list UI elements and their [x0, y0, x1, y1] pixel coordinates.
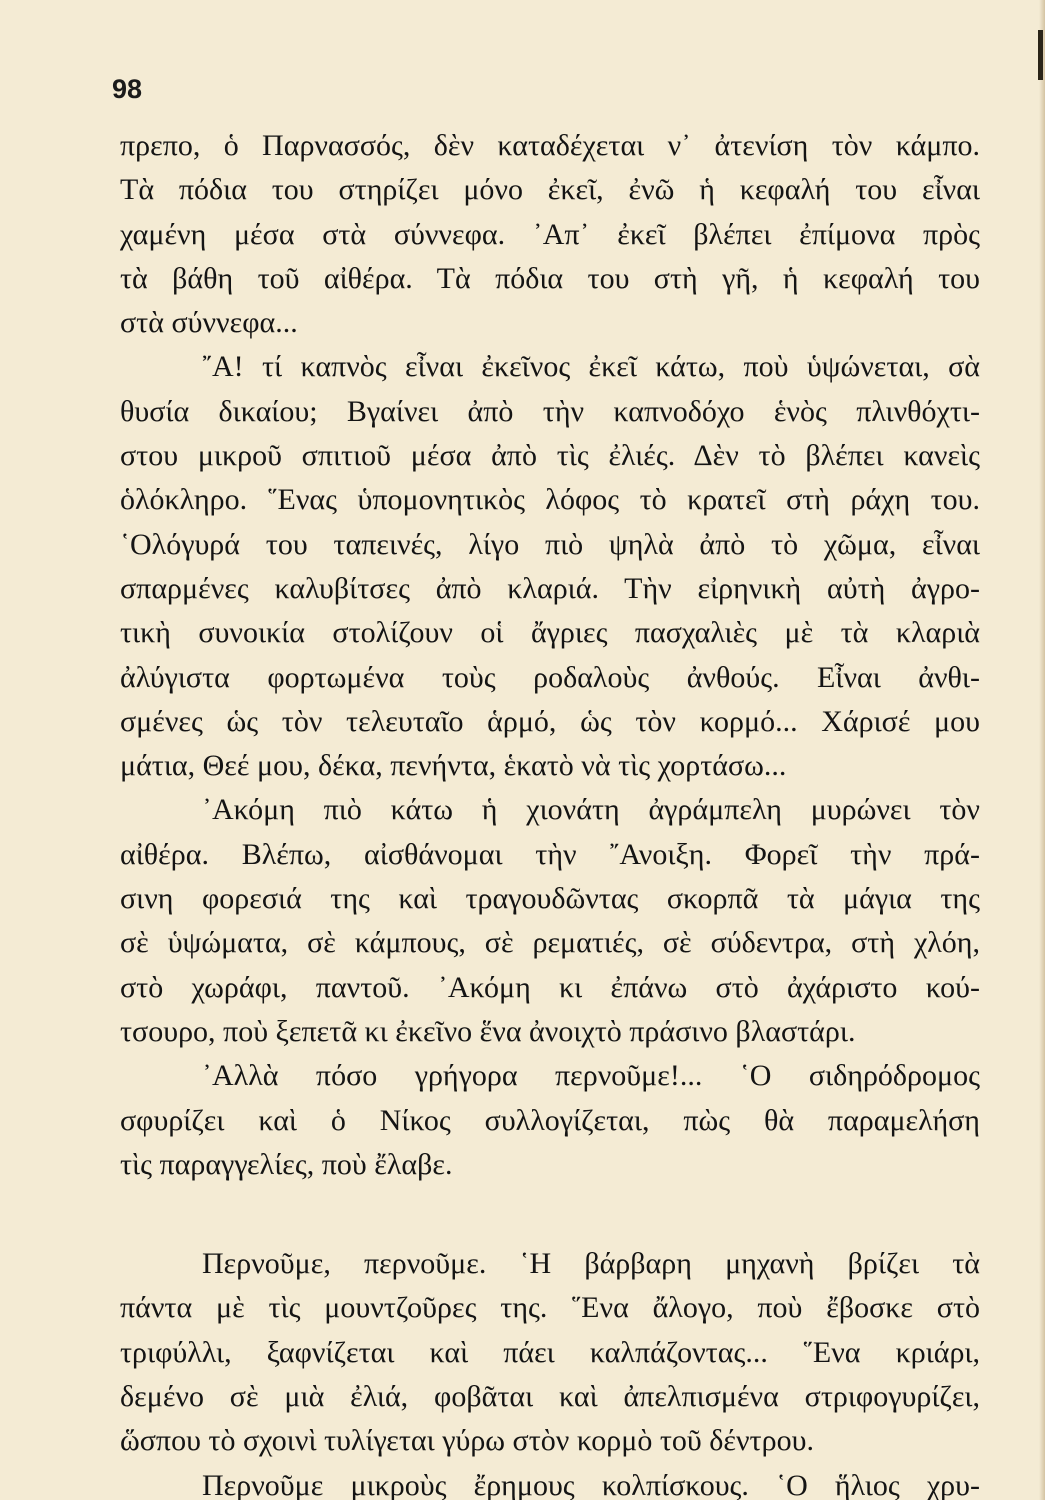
text-line: σὲ ὑψώματα, σὲ κάμπους, σὲ ρεματιές, σὲ σύδεντρα, στὴ χλόη,	[120, 926, 980, 960]
text-line: πρεπο, ὁ Παρνασσός, δὲν καταδέχεται ν᾿ ἀτενίση τὸν κάμπο.	[120, 129, 980, 162]
text-line: στὸ χωράφι, παντοῦ. ᾿Ακόμη κι ἐπάνω στὸ ἀχάριστο κού-	[120, 970, 980, 1004]
text-line: σφυρίζει καὶ ὁ Νίκος συλλογίζεται, πὼς θὰ παραμελήση	[120, 1103, 980, 1137]
page-edge-shadow	[1039, 0, 1045, 1500]
text-line: ἀλύγιστα φορτωμένα τοὺς ροδαλοὺς ἀνθούς. Εἶναι ἀνθι-	[120, 660, 980, 694]
text-line: ῾Ολόγυρά του ταπεινές, λίγο πιὸ ψηλὰ ἀπὸ τὸ χῶμα, εἶναι	[120, 527, 980, 561]
page-edge-mark	[1038, 30, 1043, 80]
text-line: στὰ σύννεφα...	[120, 306, 298, 340]
text-line: τσουρο, ποὺ ξεπετᾶ κι ἐκεῖνο ἕνα ἀνοιχτὸ πράσινο βλαστάρι.	[120, 1014, 856, 1048]
page-number: 98	[112, 74, 143, 104]
text-line: τριφύλλι, ξαφνίζεται καὶ πάει καλπάζοντας... ῞Ενα κριάρι,	[120, 1335, 980, 1369]
text-line: ὥσπου τὸ σχοινὶ τυλίγεται γύρω στὸν κορμὸ τοῦ δέντρου.	[120, 1424, 814, 1458]
text-line: αἰθέρα. Βλέπω, αἰσθάνομαι τὴν ῎Ανοιξη. Φορεῖ τὴν πρά-	[120, 837, 980, 871]
text-line: μάτια, Θεέ μου, δέκα, πενήντα, ἑκατὸ νὰ τὶς χορτάσω...	[120, 749, 787, 783]
text-line: ὁλόκληρο. ῞Ενας ὑπομονητικὸς λόφος τὸ κρατεῖ στὴ ράχη του.	[120, 483, 980, 517]
text-line: Περνοῦμε μικροὺς ἔρημους κολπίσκους. ῾Ο ἥλιος χρυ-	[202, 1468, 980, 1500]
text-line: δεμένο σὲ μιὰ ἐλιά, φοβᾶται καὶ ἀπελπισμένα στριφογυρίζει,	[120, 1380, 980, 1414]
text-line: πάντα μὲ τὶς μουντζοῦρες της. ῞Ενα ἄλογο, ποὺ ἔβοσκε στὸ	[120, 1291, 980, 1325]
text-line: σινη φορεσιά της καὶ τραγουδῶντας σκορπᾶ τὰ μάγια της	[120, 882, 980, 916]
text-line: ᾿Αλλὰ πόσο γρήγορα περνοῦμε!... ῾Ο σιδηρόδρομος	[202, 1059, 980, 1093]
text-line: σμένες ὡς τὸν τελευταῖο ἁρμό, ὡς τὸν κορμό... Χάρισέ μου	[120, 704, 980, 738]
text-line: θυσία δικαίου; Βγαίνει ἀπὸ τὴν καπνοδόχο ἑνὸς πλινθόχτι-	[120, 394, 980, 428]
text-line: ῎Α! τί καπνὸς εἶναι ἐκεῖνος ἐκεῖ κάτω, ποὺ ὑψώνεται, σὰ	[202, 350, 980, 384]
text-line: τὶς παραγγελίες, ποὺ ἔλαβε.	[120, 1147, 453, 1181]
section-break	[120, 1187, 980, 1242]
text-line: Τὰ πόδια του στηρίζει μόνο ἐκεῖ, ἐνῶ ἡ κεφαλή του εἶναι	[120, 173, 980, 207]
text-line: ᾿Ακόμη πιὸ κάτω ἡ χιονάτη ἀγράμπελη μυρώνει τὸν	[202, 793, 980, 827]
body-text	[120, 124, 980, 1500]
text-line: χαμένη μέσα στὰ σύννεφα. ᾿Απ᾿ ἐκεῖ βλέπει ἐπίμονα πρὸς	[120, 217, 980, 251]
text-line: σπαρμένες καλυβίτσες ἀπὸ κλαριά. Τὴν εἰρηνικὴ αὐτὴ ἀγρο-	[120, 571, 980, 605]
text-line: στου μικροῦ σπιτιοῦ μέσα ἀπὸ τὶς ἐλιές. Δὲν τὸ βλέπει κανεὶς	[120, 439, 980, 473]
text-line: Περνοῦμε, περνοῦμε. ῾Η βάρβαρη μηχανὴ βρίζει τὰ	[202, 1247, 980, 1281]
text-line: τὰ βάθη τοῦ αἰθέρα. Τὰ πόδια του στὴ γῆ, ἡ κεφαλή του	[120, 261, 980, 295]
text-line: τικὴ συνοικία στολίζουν οἱ ἄγριες πασχαλιὲς μὲ τὰ κλαριὰ	[120, 616, 980, 650]
